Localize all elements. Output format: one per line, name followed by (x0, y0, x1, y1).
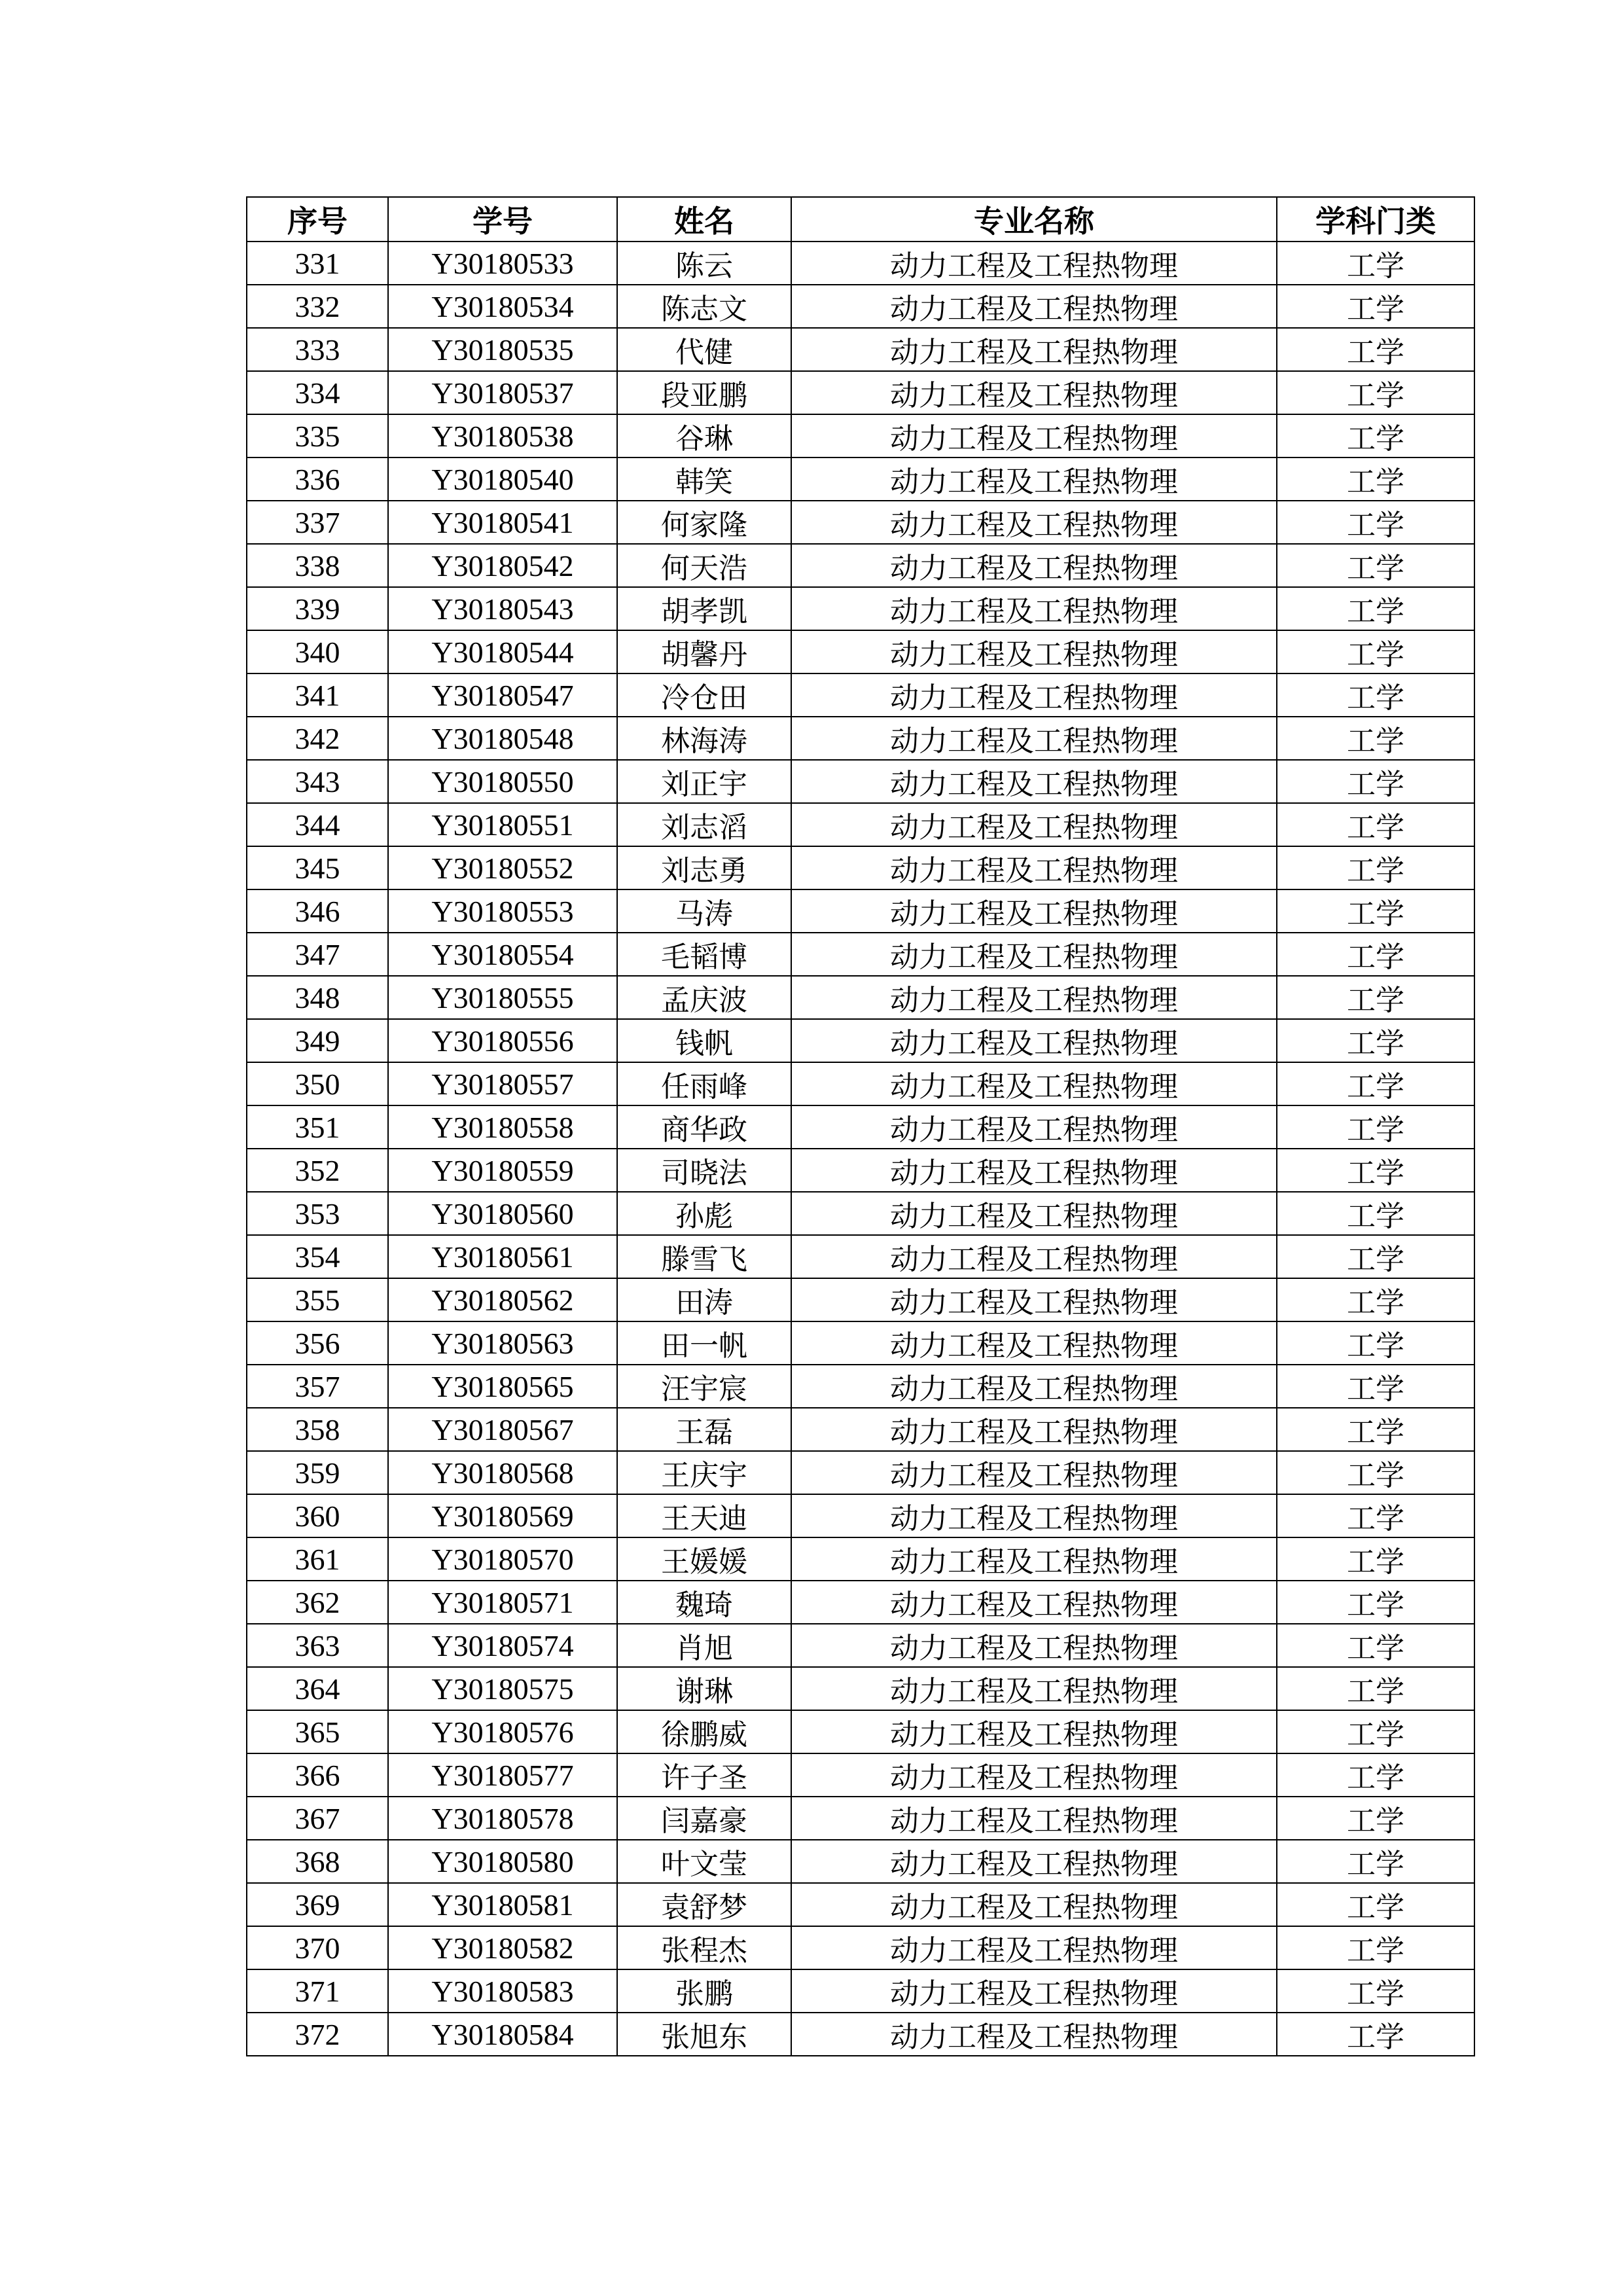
row-index: 344 (247, 803, 388, 846)
row-name: 王天迪 (617, 1494, 791, 1537)
row-major: 动力工程及工程热物理 (791, 976, 1277, 1019)
table-row (247, 1537, 1474, 1581)
row-name: 谢琳 (617, 1667, 791, 1710)
row-major: 动力工程及工程热物理 (791, 803, 1277, 846)
row-category: 工学 (1277, 501, 1474, 544)
row-major: 动力工程及工程热物理 (791, 760, 1277, 803)
row-student-id: Y30180560 (388, 1192, 617, 1235)
row-major: 动力工程及工程热物理 (791, 1624, 1277, 1667)
row-category: 工学 (1277, 1537, 1474, 1581)
row-student-id: Y30180583 (388, 1969, 617, 2013)
row-name: 毛韬博 (617, 933, 791, 976)
row-category: 工学 (1277, 371, 1474, 414)
header-row (247, 197, 1474, 242)
row-student-id: Y30180575 (388, 1667, 617, 1710)
row-major: 动力工程及工程热物理 (791, 1926, 1277, 1969)
row-category: 工学 (1277, 1926, 1474, 1969)
row-student-id: Y30180551 (388, 803, 617, 846)
row-category: 工学 (1277, 1753, 1474, 1797)
row-name: 谷琳 (617, 414, 791, 457)
table-row (247, 1969, 1474, 2013)
row-category: 工学 (1277, 1062, 1474, 1105)
row-index: 372 (247, 2013, 388, 2056)
row-index: 360 (247, 1494, 388, 1537)
row-index: 362 (247, 1581, 388, 1624)
row-index: 355 (247, 1278, 388, 1321)
row-index: 339 (247, 587, 388, 630)
row-major: 动力工程及工程热物理 (791, 1667, 1277, 1710)
row-student-id: Y30180544 (388, 630, 617, 673)
table-row (247, 414, 1474, 457)
row-category: 工学 (1277, 1710, 1474, 1753)
row-name: 叶文莹 (617, 1840, 791, 1883)
row-name: 何天浩 (617, 544, 791, 587)
row-student-id: Y30180562 (388, 1278, 617, 1321)
row-name: 任雨峰 (617, 1062, 791, 1105)
row-category: 工学 (1277, 1105, 1474, 1149)
row-major: 动力工程及工程热物理 (791, 1710, 1277, 1753)
row-index: 364 (247, 1667, 388, 1710)
table-row (247, 1667, 1474, 1710)
table-row (247, 544, 1474, 587)
table-row (247, 1062, 1474, 1105)
table-row (247, 889, 1474, 933)
row-name: 王媛媛 (617, 1537, 791, 1581)
row-student-id: Y30180533 (388, 242, 617, 285)
row-index: 331 (247, 242, 388, 285)
row-major: 动力工程及工程热物理 (791, 544, 1277, 587)
row-name: 韩笑 (617, 457, 791, 501)
row-student-id: Y30180548 (388, 717, 617, 760)
row-name: 滕雪飞 (617, 1235, 791, 1278)
row-name: 刘正宇 (617, 760, 791, 803)
table-row (247, 1451, 1474, 1494)
row-student-id: Y30180584 (388, 2013, 617, 2056)
row-name: 肖旭 (617, 1624, 791, 1667)
row-student-id: Y30180553 (388, 889, 617, 933)
row-index: 357 (247, 1365, 388, 1408)
row-category: 工学 (1277, 1624, 1474, 1667)
table-row (247, 1624, 1474, 1667)
row-student-id: Y30180535 (388, 328, 617, 371)
row-category: 工学 (1277, 976, 1474, 1019)
table-row (247, 371, 1474, 414)
table-row (247, 328, 1474, 371)
row-major: 动力工程及工程热物理 (791, 630, 1277, 673)
row-name: 冷仓田 (617, 673, 791, 717)
table-row (247, 457, 1474, 501)
row-category: 工学 (1277, 1192, 1474, 1235)
row-name: 陈志文 (617, 285, 791, 328)
row-index: 363 (247, 1624, 388, 1667)
row-category: 工学 (1277, 1149, 1474, 1192)
row-student-id: Y30180552 (388, 846, 617, 889)
row-name: 商华政 (617, 1105, 791, 1149)
row-student-id: Y30180567 (388, 1408, 617, 1451)
table-row (247, 846, 1474, 889)
row-major: 动力工程及工程热物理 (791, 1840, 1277, 1883)
row-index: 345 (247, 846, 388, 889)
row-major: 动力工程及工程热物理 (791, 587, 1277, 630)
row-student-id: Y30180537 (388, 371, 617, 414)
row-index: 368 (247, 1840, 388, 1883)
row-category: 工学 (1277, 673, 1474, 717)
row-category: 工学 (1277, 1278, 1474, 1321)
row-student-id: Y30180576 (388, 1710, 617, 1753)
row-category: 工学 (1277, 242, 1474, 285)
row-name: 孟庆波 (617, 976, 791, 1019)
row-category: 工学 (1277, 717, 1474, 760)
row-name: 张旭东 (617, 2013, 791, 2056)
row-student-id: Y30180569 (388, 1494, 617, 1537)
row-category: 工学 (1277, 587, 1474, 630)
table-row (247, 803, 1474, 846)
row-student-id: Y30180574 (388, 1624, 617, 1667)
row-major: 动力工程及工程热物理 (791, 1062, 1277, 1105)
row-student-id: Y30180538 (388, 414, 617, 457)
row-index: 366 (247, 1753, 388, 1797)
student-roster-table (246, 196, 1475, 2056)
row-category: 工学 (1277, 1667, 1474, 1710)
row-index: 346 (247, 889, 388, 933)
row-major: 动力工程及工程热物理 (791, 1365, 1277, 1408)
row-name: 袁舒梦 (617, 1883, 791, 1926)
row-category: 工学 (1277, 1235, 1474, 1278)
row-category: 工学 (1277, 1451, 1474, 1494)
row-index: 361 (247, 1537, 388, 1581)
table-row (247, 1710, 1474, 1753)
table-row (247, 1581, 1474, 1624)
table-row (247, 1192, 1474, 1235)
row-index: 350 (247, 1062, 388, 1105)
header-category: 学科门类 (1277, 197, 1474, 242)
table-row (247, 1278, 1474, 1321)
row-index: 347 (247, 933, 388, 976)
row-index: 356 (247, 1321, 388, 1365)
row-category: 工学 (1277, 457, 1474, 501)
row-index: 352 (247, 1149, 388, 1192)
table-row (247, 933, 1474, 976)
row-student-id: Y30180557 (388, 1062, 617, 1105)
table-row (247, 285, 1474, 328)
row-major: 动力工程及工程热物理 (791, 1883, 1277, 1926)
row-student-id: Y30180563 (388, 1321, 617, 1365)
row-category: 工学 (1277, 1365, 1474, 1408)
row-major: 动力工程及工程热物理 (791, 1235, 1277, 1278)
row-index: 338 (247, 544, 388, 587)
row-major: 动力工程及工程热物理 (791, 1321, 1277, 1365)
row-index: 369 (247, 1883, 388, 1926)
table-row (247, 1408, 1474, 1451)
row-student-id: Y30180559 (388, 1149, 617, 1192)
row-category: 工学 (1277, 1408, 1474, 1451)
row-major: 动力工程及工程热物理 (791, 846, 1277, 889)
row-index: 342 (247, 717, 388, 760)
row-student-id: Y30180565 (388, 1365, 617, 1408)
row-student-id: Y30180570 (388, 1537, 617, 1581)
row-category: 工学 (1277, 1494, 1474, 1537)
table-row (247, 242, 1474, 285)
table-row (247, 1105, 1474, 1149)
table-row (247, 1235, 1474, 1278)
row-index: 367 (247, 1797, 388, 1840)
row-major: 动力工程及工程热物理 (791, 1019, 1277, 1062)
row-major: 动力工程及工程热物理 (791, 1797, 1277, 1840)
row-student-id: Y30180550 (388, 760, 617, 803)
row-name: 孙彪 (617, 1192, 791, 1235)
row-major: 动力工程及工程热物理 (791, 1408, 1277, 1451)
row-category: 工学 (1277, 630, 1474, 673)
row-student-id: Y30180571 (388, 1581, 617, 1624)
table-row (247, 587, 1474, 630)
row-category: 工学 (1277, 846, 1474, 889)
row-major: 动力工程及工程热物理 (791, 889, 1277, 933)
row-name: 田一帆 (617, 1321, 791, 1365)
row-student-id: Y30180555 (388, 976, 617, 1019)
row-student-id: Y30180547 (388, 673, 617, 717)
row-name: 司晓法 (617, 1149, 791, 1192)
row-major: 动力工程及工程热物理 (791, 414, 1277, 457)
row-major: 动力工程及工程热物理 (791, 1753, 1277, 1797)
table-row (247, 1321, 1474, 1365)
row-category: 工学 (1277, 1840, 1474, 1883)
row-name: 胡馨丹 (617, 630, 791, 673)
row-major: 动力工程及工程热物理 (791, 328, 1277, 371)
row-name: 张程杰 (617, 1926, 791, 1969)
row-name: 何家隆 (617, 501, 791, 544)
table-row (247, 630, 1474, 673)
row-student-id: Y30180561 (388, 1235, 617, 1278)
table-row (247, 1019, 1474, 1062)
table-row (247, 976, 1474, 1019)
table-row (247, 1926, 1474, 1969)
row-major: 动力工程及工程热物理 (791, 285, 1277, 328)
row-index: 349 (247, 1019, 388, 1062)
header-index: 序号 (247, 197, 388, 242)
table-row (247, 1494, 1474, 1537)
row-category: 工学 (1277, 1321, 1474, 1365)
row-major: 动力工程及工程热物理 (791, 1192, 1277, 1235)
row-index: 371 (247, 1969, 388, 2013)
row-student-id: Y30180580 (388, 1840, 617, 1883)
row-index: 351 (247, 1105, 388, 1149)
row-student-id: Y30180543 (388, 587, 617, 630)
row-name: 许子圣 (617, 1753, 791, 1797)
row-student-id: Y30180581 (388, 1883, 617, 1926)
row-major: 动力工程及工程热物理 (791, 1581, 1277, 1624)
row-name: 段亚鹏 (617, 371, 791, 414)
table-row (247, 717, 1474, 760)
row-student-id: Y30180582 (388, 1926, 617, 1969)
row-name: 刘志滔 (617, 803, 791, 846)
row-category: 工学 (1277, 1969, 1474, 2013)
row-category: 工学 (1277, 328, 1474, 371)
row-student-id: Y30180554 (388, 933, 617, 976)
row-index: 335 (247, 414, 388, 457)
row-student-id: Y30180542 (388, 544, 617, 587)
row-name: 汪宇宸 (617, 1365, 791, 1408)
header-student-id: 学号 (388, 197, 617, 242)
row-index: 340 (247, 630, 388, 673)
row-index: 353 (247, 1192, 388, 1235)
row-category: 工学 (1277, 544, 1474, 587)
row-name: 钱帆 (617, 1019, 791, 1062)
row-student-id: Y30180540 (388, 457, 617, 501)
header-major: 专业名称 (791, 197, 1277, 242)
row-index: 354 (247, 1235, 388, 1278)
table-header (247, 197, 1474, 242)
row-student-id: Y30180534 (388, 285, 617, 328)
row-index: 365 (247, 1710, 388, 1753)
header-name: 姓名 (617, 197, 791, 242)
row-category: 工学 (1277, 285, 1474, 328)
row-major: 动力工程及工程热物理 (791, 501, 1277, 544)
row-major: 动力工程及工程热物理 (791, 1278, 1277, 1321)
row-student-id: Y30180578 (388, 1797, 617, 1840)
table-row (247, 1753, 1474, 1797)
table-row (247, 2013, 1474, 2056)
row-major: 动力工程及工程热物理 (791, 717, 1277, 760)
row-category: 工学 (1277, 1019, 1474, 1062)
row-name: 张鹏 (617, 1969, 791, 2013)
row-index: 348 (247, 976, 388, 1019)
table-row (247, 501, 1474, 544)
row-student-id: Y30180556 (388, 1019, 617, 1062)
row-name: 胡孝凯 (617, 587, 791, 630)
table-body (247, 242, 1474, 2056)
row-name: 马涛 (617, 889, 791, 933)
row-major: 动力工程及工程热物理 (791, 1105, 1277, 1149)
row-major: 动力工程及工程热物理 (791, 1969, 1277, 2013)
row-category: 工学 (1277, 1581, 1474, 1624)
row-name: 王庆宇 (617, 1451, 791, 1494)
table-row (247, 760, 1474, 803)
row-name: 刘志勇 (617, 846, 791, 889)
row-index: 370 (247, 1926, 388, 1969)
row-category: 工学 (1277, 414, 1474, 457)
row-category: 工学 (1277, 889, 1474, 933)
table-row (247, 1365, 1474, 1408)
row-category: 工学 (1277, 803, 1474, 846)
row-student-id: Y30180558 (388, 1105, 617, 1149)
row-major: 动力工程及工程热物理 (791, 1537, 1277, 1581)
row-major: 动力工程及工程热物理 (791, 2013, 1277, 2056)
row-category: 工学 (1277, 1883, 1474, 1926)
row-student-id: Y30180568 (388, 1451, 617, 1494)
row-index: 334 (247, 371, 388, 414)
row-major: 动力工程及工程热物理 (791, 457, 1277, 501)
row-major: 动力工程及工程热物理 (791, 933, 1277, 976)
row-name: 王磊 (617, 1408, 791, 1451)
row-name: 魏琦 (617, 1581, 791, 1624)
row-name: 陈云 (617, 242, 791, 285)
table-row (247, 1797, 1474, 1840)
row-name: 林海涛 (617, 717, 791, 760)
row-index: 336 (247, 457, 388, 501)
row-category: 工学 (1277, 760, 1474, 803)
table-row (247, 1149, 1474, 1192)
row-major: 动力工程及工程热物理 (791, 242, 1277, 285)
row-name: 田涛 (617, 1278, 791, 1321)
row-major: 动力工程及工程热物理 (791, 1494, 1277, 1537)
row-index: 341 (247, 673, 388, 717)
table-row (247, 1840, 1474, 1883)
row-index: 343 (247, 760, 388, 803)
row-category: 工学 (1277, 933, 1474, 976)
row-student-id: Y30180577 (388, 1753, 617, 1797)
row-student-id: Y30180541 (388, 501, 617, 544)
row-major: 动力工程及工程热物理 (791, 371, 1277, 414)
table-row (247, 1883, 1474, 1926)
row-index: 359 (247, 1451, 388, 1494)
row-category: 工学 (1277, 1797, 1474, 1840)
row-index: 358 (247, 1408, 388, 1451)
row-index: 333 (247, 328, 388, 371)
row-index: 337 (247, 501, 388, 544)
row-name: 闫嘉豪 (617, 1797, 791, 1840)
row-major: 动力工程及工程热物理 (791, 673, 1277, 717)
row-category: 工学 (1277, 2013, 1474, 2056)
row-index: 332 (247, 285, 388, 328)
row-major: 动力工程及工程热物理 (791, 1451, 1277, 1494)
row-name: 代健 (617, 328, 791, 371)
table-row (247, 673, 1474, 717)
row-name: 徐鹏威 (617, 1710, 791, 1753)
row-major: 动力工程及工程热物理 (791, 1149, 1277, 1192)
